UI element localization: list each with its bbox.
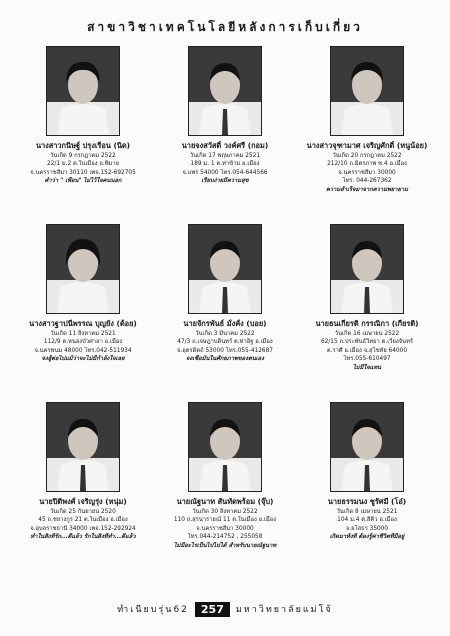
student-photo	[330, 402, 404, 492]
student-address: 22/1 ม.2 ต.ในเมือง อ.พิมาย	[46, 161, 120, 168]
student-address: 62/15 ถ.ประพันธ์วิทยา ต.เวียงจันทร์	[320, 339, 414, 346]
student-address: 110 ถ.สุรนารายณ์ 11 ต.ในเมือง อ.เมือง	[173, 517, 277, 524]
student-card	[156, 402, 294, 578]
student-name: นางสาวฐาปนีพรรณ บุญยัง (ต้อย)	[29, 319, 137, 328]
student-birthdate: วันเกิด 11 สิงหาคม 2521	[50, 331, 116, 337]
student-name: นางสาวจุฑามาศ เจริญศักดิ์ (หนูน้อย)	[306, 141, 428, 150]
student-photo	[46, 402, 120, 492]
student-name: นายปิติพงศ์ เจริญรุ่ง (หนุ่ม)	[39, 497, 127, 506]
student-photo	[188, 224, 262, 314]
student-city: ต.ราศี อ.เมือง จ.สุโขทัย 64000	[326, 347, 408, 354]
student-birthdate: วันเกิด 16 เมษายน 2522	[334, 331, 400, 337]
student-contact: จ.แพร่ 54000 โทร.054-644566	[182, 169, 268, 176]
student-contact: โทร.044-214752 , 255058	[187, 534, 263, 541]
student-quote: จงสู้ต่อไปแม้ว่าจะไม่มีกำลังใจเลย	[41, 356, 125, 363]
student-photo	[46, 224, 120, 314]
student-birthdate: วันเกิด 17 พฤษภาคม 2521	[189, 153, 261, 159]
student-address: 189 ม. 1 ต.ท่าข้าม อ.เมือง	[190, 161, 260, 168]
student-quote: คำว่า " เพื่อน" ไม่ไว้ใจคนนอก	[44, 178, 122, 185]
student-card	[156, 46, 294, 222]
student-contact: จ.อุบลราชธานี 34000 เพจ.152-292924	[30, 525, 136, 532]
page-header: สาขาวิชาเทคโนโลยีหลังการเก็บเกี่ยว	[87, 20, 363, 34]
student-photo	[330, 224, 404, 314]
student-name: นายณัฐนาท สันทัดพร้อม (จุ๊บ)	[176, 497, 274, 506]
student-birthdate: วันเกิด 30 สิงหาคม 2522	[192, 509, 258, 515]
student-address: 47/3 ถ.เจษฎาบดินทร์ ต.ท่าอิฐ อ.เมือง	[177, 339, 273, 346]
footer-left-text: ทำเนียบรุ่น62	[117, 605, 189, 615]
student-quote: จงเชื่อมั่นในศักยภาพของตนเอง	[186, 356, 264, 363]
student-birthdate: วันเกิด 25 กันยายน 2520	[50, 509, 116, 515]
student-grid	[14, 46, 436, 578]
student-city: จ.นครราชสีมา 30000	[338, 169, 396, 176]
student-card	[14, 402, 152, 578]
footer-right-text: มหาวิทยาลัยแม่โจ้	[235, 605, 333, 615]
page-number: 257	[195, 602, 230, 617]
student-contact: จ.นครราชสีมา 30110 เพจ.152-692705	[30, 169, 136, 176]
student-photo	[330, 46, 404, 136]
student-card	[156, 224, 294, 400]
student-name: นายธนเกียรติ กรรณิกา (เกียรติ)	[315, 319, 419, 328]
student-photo	[46, 46, 120, 136]
student-birthdate: วันเกิด 20 กรกฎาคม 2522	[332, 153, 402, 159]
student-birthdate: วันเกิด 9 กรกฎาคม 2522	[50, 153, 116, 159]
student-card	[14, 46, 152, 222]
student-contact: โทร. 044-267362	[342, 178, 392, 185]
student-quote: เรียบง่ายมีความสุข	[201, 178, 249, 185]
student-card	[298, 224, 436, 400]
student-contact: จ.อุตรดิตถ์ 53000 โทร.055-412687	[177, 347, 273, 354]
student-photo	[188, 46, 262, 136]
student-name: นายจักรพันธ์ มั่งคั่ง (บอย)	[183, 319, 267, 328]
student-quote: ไม่มีอะไรเป็นไปไม่ได้ สำหรับนายณัฐนาท	[173, 542, 277, 549]
student-birthdate: วันเกิด 3 มีนาคม 2522	[195, 331, 255, 337]
student-quote: เกิดมาทั้งที ต้องรู้ค่าชีวิตที่มีอยู่	[329, 534, 405, 541]
student-name: นายธรรมนง ชูรัศมี (โอ๋)	[327, 497, 407, 506]
student-row	[14, 224, 436, 400]
student-address: 212/10 ถ.มิตรภาพ ซ.4 อ.เมือง	[327, 161, 407, 168]
student-contact: โทร.055-610497	[343, 356, 391, 363]
student-card	[298, 46, 436, 222]
student-address: 104 ม.4 ต.สีคิ้ว อ.เมือง	[337, 517, 397, 524]
student-address: 112/9 ต.หนองบัวศาลา อ.เมือง	[43, 339, 123, 346]
student-quote: ทำในสิ่งที่รัก...ดีแล้ว รักในสิ่งที่ทำ...ดีแล้ว	[30, 534, 136, 541]
student-quote: ไม่มีใจแทน	[352, 364, 382, 371]
student-city: จ.ยโสธร 35000	[345, 525, 389, 532]
student-birthdate: วันเกิด 8 เมษายน 2521	[336, 509, 398, 515]
student-contact: จ.นครพนม 48000 โทร.042-511934	[34, 347, 132, 354]
student-quote: ความสำเร็จมาจากความพยายาม	[326, 186, 408, 193]
student-city: จ.นครราชสีมา 30000	[196, 525, 254, 532]
page-footer	[0, 600, 450, 618]
student-row	[14, 46, 436, 222]
student-address: 45 ถ.ชยางกูร 21 ต.ในเมือง อ.เมือง	[38, 517, 128, 524]
student-photo	[188, 402, 262, 492]
student-card	[298, 402, 436, 578]
student-name: นางสาวกนิษฐ์ ปรุงเรือน (นิด)	[35, 141, 131, 150]
student-row	[14, 402, 436, 578]
student-card	[14, 224, 152, 400]
student-name: นายจงสวัสดิ์ วงค์ศรี (กอม)	[181, 141, 269, 150]
